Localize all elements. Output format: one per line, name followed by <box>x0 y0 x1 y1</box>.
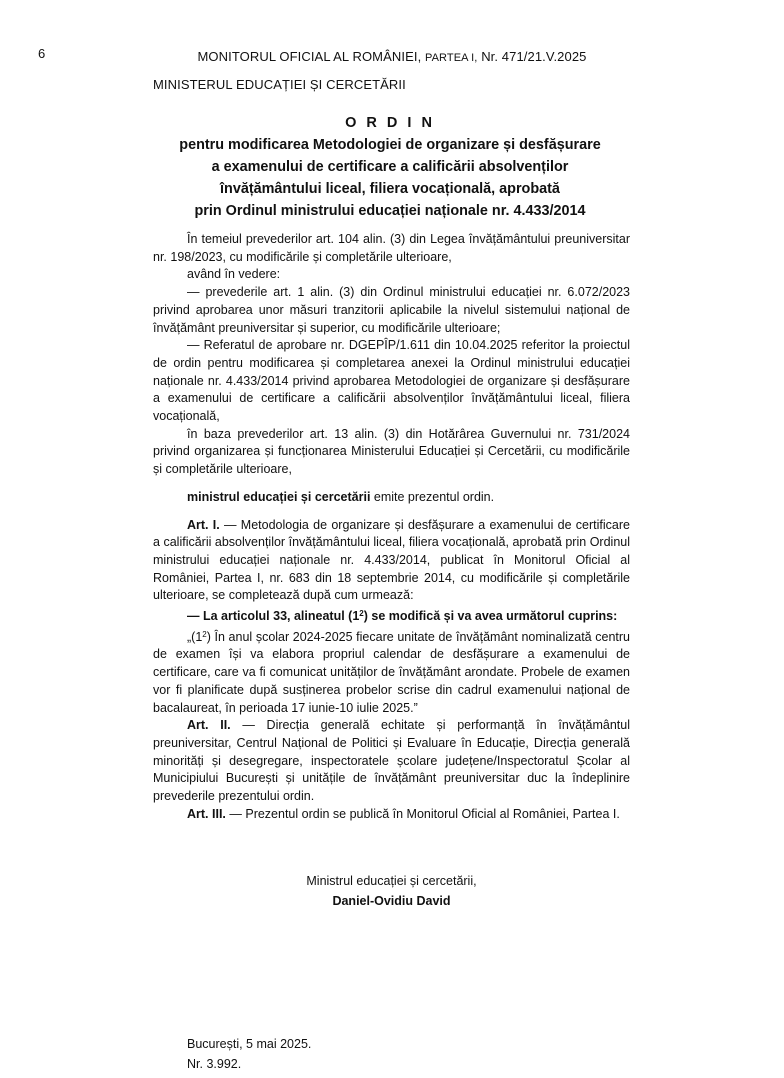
signatory-name: Daniel-Ovidiu David <box>332 894 451 908</box>
title-line-2: a examenului de certificare a calificării absolvenților <box>211 159 569 175</box>
running-header <box>0 49 784 64</box>
place-date: București, 5 mai 2025. <box>187 1037 312 1051</box>
preamble-item-2: — Referatul de aprobare nr. DGEPÎP/1.611 din 10.04.2025 referitor la proiectul de ordin pentru modificarea și completarea anexei la Ordinul ministrului educației naționale nr. 4.433/2014 privind aprobarea Metodologiei de organizare și desfășurare a examenului de certificare a calificării absolvenților învățământului liceal, filiera vocațională, <box>153 338 630 424</box>
order-number: Nr. 3.992. <box>187 1057 242 1071</box>
issuer-statement <box>153 489 630 507</box>
preamble-item-3: în baza prevederilor art. 13 alin. (3) din Hotărârea Guvernului nr. 731/2024 privind organizarea și funcționarea Ministerului Educației și Cercetării, cu modificările și completările ulterioare, <box>153 426 630 477</box>
article-2-label: Art. II. <box>187 718 231 733</box>
article-1-label: Art. I. <box>187 517 220 532</box>
article-2 <box>153 717 630 806</box>
title-line-1: pentru modificarea Metodologiei de organizare și desfășurare <box>179 137 601 153</box>
document-title <box>140 112 640 222</box>
body-text <box>153 231 630 824</box>
title-ordin: O R D I N <box>345 115 435 131</box>
signatory-role: Ministrul educației și cercetării, <box>306 874 477 888</box>
preamble-legal-basis: În temeiul prevederilor art. 104 alin. (3) din Legea învățământului preuniversitar nr. 198/2023, cu modificările și completările ulterioare, <box>153 232 630 264</box>
page-number: 6 <box>38 46 46 61</box>
issuer-rest: emite prezentul ordin. <box>370 489 495 504</box>
title-line-4: prin Ordinul ministrului educației naționale nr. 4.433/2014 <box>194 203 586 219</box>
title-line-3: învățământului liceal, filiera vocațională, aprobată <box>220 181 560 197</box>
article-3-text: — Prezentul ordin se publică în Monitorul Oficial al României, Partea I. <box>225 806 620 821</box>
article-3 <box>153 806 630 824</box>
signature-block <box>153 871 630 911</box>
article-3-label: Art. III. <box>187 806 226 821</box>
amendment-instruction: — La articolul 33, alineatul $(1^2)$ se modifică și va avea următorul cuprins: <box>187 609 618 624</box>
preamble-item-1: — prevederile art. 1 alin. (3) din Ordinul ministrului educației nr. 6.072/2023 privind aprobarea unor măsuri tranzitorii aplicabile la nivelul sistemului național de învățământ preuniversitar și superior, cu modificările ulterioare; <box>153 285 630 335</box>
issuing-ministry: MINISTERUL EDUCAȚIEI ȘI CERCETĂRII <box>153 77 406 92</box>
article-1-text: — Metodologia de organizare și desfășurare a examenului de certificare a calificării absolvenților învățământului liceal, filiera vocațională, aprobată prin Ordinul ministrului educației naționale nr. 4.433/2014, publicat în Monitorul Oficial al României, Partea I, nr. 683 din 18 septembrie 2014, cu modificările și completările ulterioare, se completează după cum urmează: <box>153 517 630 603</box>
journal-issue: Nr. 471/21.V.2025 <box>481 49 587 64</box>
document-footer <box>187 1034 311 1074</box>
amended-paragraph: $„(1^2)$ În anul școlar 2024-2025 fiecare unitate de învățământ nominalizată centru de examen își va elabora propriul calendar de desfășurare a examenului de certificare, care va fi comunicat unităților de învățământ arondate. Probele de examen vor fi planificate după susținerea probelor scrise din cadrul examenului național de bacalaureat, în perioada 17 iunie-10 iulie 2025.” <box>153 629 630 715</box>
article-1 <box>153 517 630 606</box>
journal-part: PARTEA I, <box>425 52 478 64</box>
preamble-considering: având în vedere: <box>187 267 281 282</box>
issuer-title: ministrul educației și cercetării <box>187 489 371 504</box>
article-2-text: — Direcția generală echitate și performanță în învățământul preuniversitar, Centrul Național de Politici și Evaluare în Educație, Direcția generală minorități și desegregare, inspectoratele școlare județene/Inspectoratul Școlar al Municipiului București și unitățile de învățământ preuniversitar duc la îndeplinire prevederile prezentului ordin. <box>153 718 630 804</box>
journal-name: MONITORUL OFICIAL AL ROMÂNIEI, <box>197 49 422 64</box>
